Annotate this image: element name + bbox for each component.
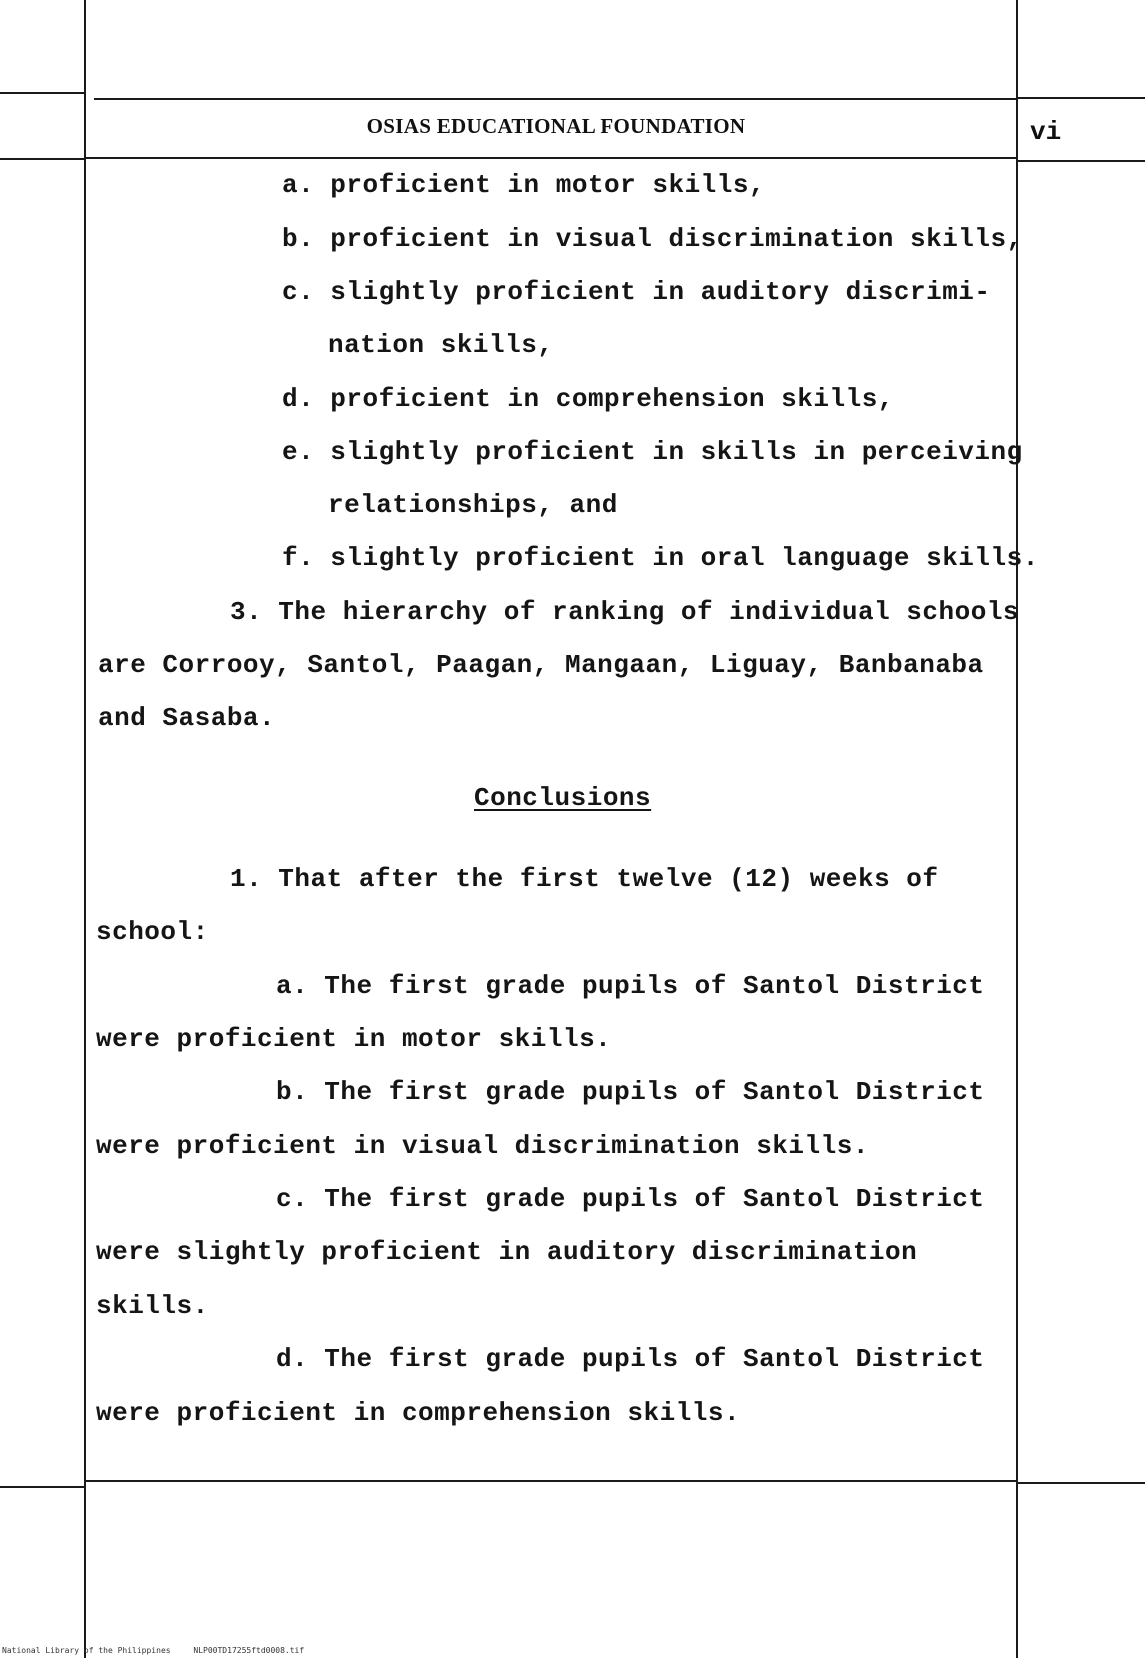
finding-item-f: f. slightly proficient in oral language skills. <box>282 543 1039 573</box>
conclusion-c-line2: were slightly proficient in auditory discrimination <box>96 1237 918 1267</box>
finding-item-c-line1: c. slightly proficient in auditory discrimi- <box>282 277 991 307</box>
conclusion-1-line1: 1. That after the first twelve (12) weeks of <box>230 864 939 894</box>
footer-filename: NLP00TD17255ftd0008.tif <box>193 1646 305 1655</box>
conclusion-d-line2: were proficient in comprehension skills. <box>96 1398 741 1428</box>
header-bottom-rule-left <box>0 158 84 160</box>
header-title: OSIAS EDUCATIONAL FOUNDATION <box>366 114 746 138</box>
conclusion-c-line3: skills. <box>96 1291 209 1321</box>
finding-3-line2: are Corrooy, Santol, Paagan, Mangaan, Liguay, Banbanaba <box>98 650 984 680</box>
bottom-rule-main <box>86 1480 1016 1482</box>
bottom-rule-left <box>0 1486 84 1488</box>
finding-item-d: d. proficient in comprehension skills, <box>282 384 894 414</box>
finding-item-e-line2: relationships, and <box>328 490 618 520</box>
left-vertical-rule <box>84 0 86 1658</box>
header-bottom-rule-main <box>86 157 1016 159</box>
footer-library: National Library of the Philippines <box>2 1646 171 1655</box>
top-rule-main <box>94 98 1016 100</box>
finding-3-line3: and Sasaba. <box>98 703 276 733</box>
conclusion-c-line1: c. The first grade pupils of Santol District <box>276 1184 985 1214</box>
finding-item-e-line1: e. slightly proficient in skills in perceiving <box>282 437 1023 467</box>
conclusions-heading: Conclusions <box>474 783 652 813</box>
conclusion-a-line1: a. The first grade pupils of Santol District <box>276 971 985 1001</box>
header-rule-right-bottom <box>1018 160 1145 162</box>
conclusion-a-line2: were proficient in motor skills. <box>96 1024 612 1054</box>
conclusion-d-line1: d. The first grade pupils of Santol District <box>276 1344 985 1374</box>
finding-3-line1: 3. The hierarchy of ranking of individual schools <box>230 597 1020 627</box>
conclusion-1-line2: school: <box>96 917 209 947</box>
bottom-rule-right <box>1018 1482 1145 1484</box>
conclusion-b-line1: b. The first grade pupils of Santol District <box>276 1077 985 1107</box>
top-rule-left <box>0 92 84 94</box>
finding-item-b: b. proficient in visual discrimination skills, <box>282 224 1023 254</box>
finding-item-a: a. proficient in motor skills, <box>282 170 766 200</box>
scan-footer <box>2 1646 322 1655</box>
header-rule-right-top <box>1018 97 1145 99</box>
finding-item-c-line2: nation skills, <box>328 330 554 360</box>
conclusion-b-line2: were proficient in visual discrimination skills. <box>96 1131 869 1161</box>
page-number: vi <box>1030 117 1062 147</box>
